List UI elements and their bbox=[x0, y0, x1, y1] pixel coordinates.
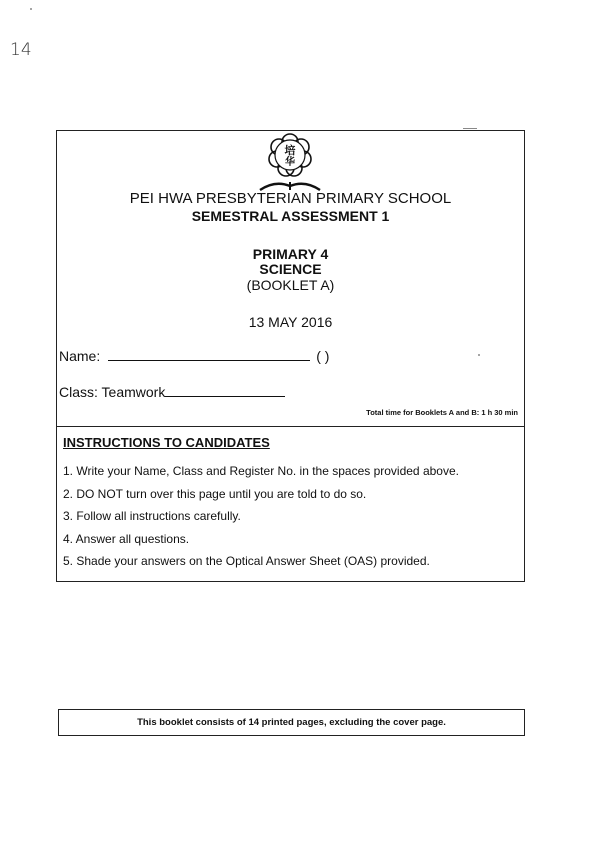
header-section bbox=[57, 131, 524, 427]
instruction-item: 3. Follow all instructions carefully. bbox=[63, 509, 241, 523]
page-count-footer: This booklet consists of 14 printed pages, excluding the cover page. bbox=[58, 709, 525, 736]
handwritten-page-number: 14 bbox=[10, 40, 32, 60]
exam-subject: SCIENCE bbox=[259, 261, 322, 277]
assessment-title: SEMESTRAL ASSESSMENT 1 bbox=[191, 208, 390, 224]
scan-speck bbox=[478, 354, 480, 356]
class-label: Class: Teamwork bbox=[59, 384, 166, 400]
scan-speck bbox=[463, 128, 477, 129]
register-number-brackets[interactable]: ( ) bbox=[316, 348, 330, 364]
class-write-line[interactable] bbox=[165, 382, 285, 397]
cover-panel bbox=[56, 130, 525, 582]
booklet-label: (BOOKLET A) bbox=[246, 277, 335, 293]
instructions-heading: INSTRUCTIONS TO CANDIDATES bbox=[63, 435, 270, 450]
instruction-item: 1. Write your Name, Class and Register No. in the spaces provided above. bbox=[63, 464, 459, 478]
instruction-item: 5. Shade your answers on the Optical Answer Sheet (OAS) provided. bbox=[63, 554, 430, 568]
scan-speck bbox=[30, 8, 32, 10]
instruction-item: 2. DO NOT turn over this page until you are told to do so. bbox=[63, 486, 367, 501]
name-write-line[interactable] bbox=[108, 346, 310, 361]
logo-characters: 培 bbox=[284, 145, 296, 157]
name-field-row bbox=[59, 346, 329, 364]
instruction-item: 4. Answer all questions. bbox=[63, 531, 190, 546]
school-logo-icon bbox=[257, 132, 323, 192]
class-field-row bbox=[59, 382, 285, 400]
exam-date: 13 MAY 2016 bbox=[248, 314, 333, 330]
svg-text:华: 华 bbox=[285, 157, 295, 168]
instructions-list bbox=[63, 464, 459, 577]
time-allowed-note: Total time for Booklets A and B: 1 h 30 min bbox=[366, 408, 518, 417]
exam-level: PRIMARY 4 bbox=[252, 246, 329, 262]
school-name: PEI HWA PRESBYTERIAN PRIMARY SCHOOL bbox=[129, 190, 452, 207]
name-label: Name: bbox=[59, 348, 101, 364]
